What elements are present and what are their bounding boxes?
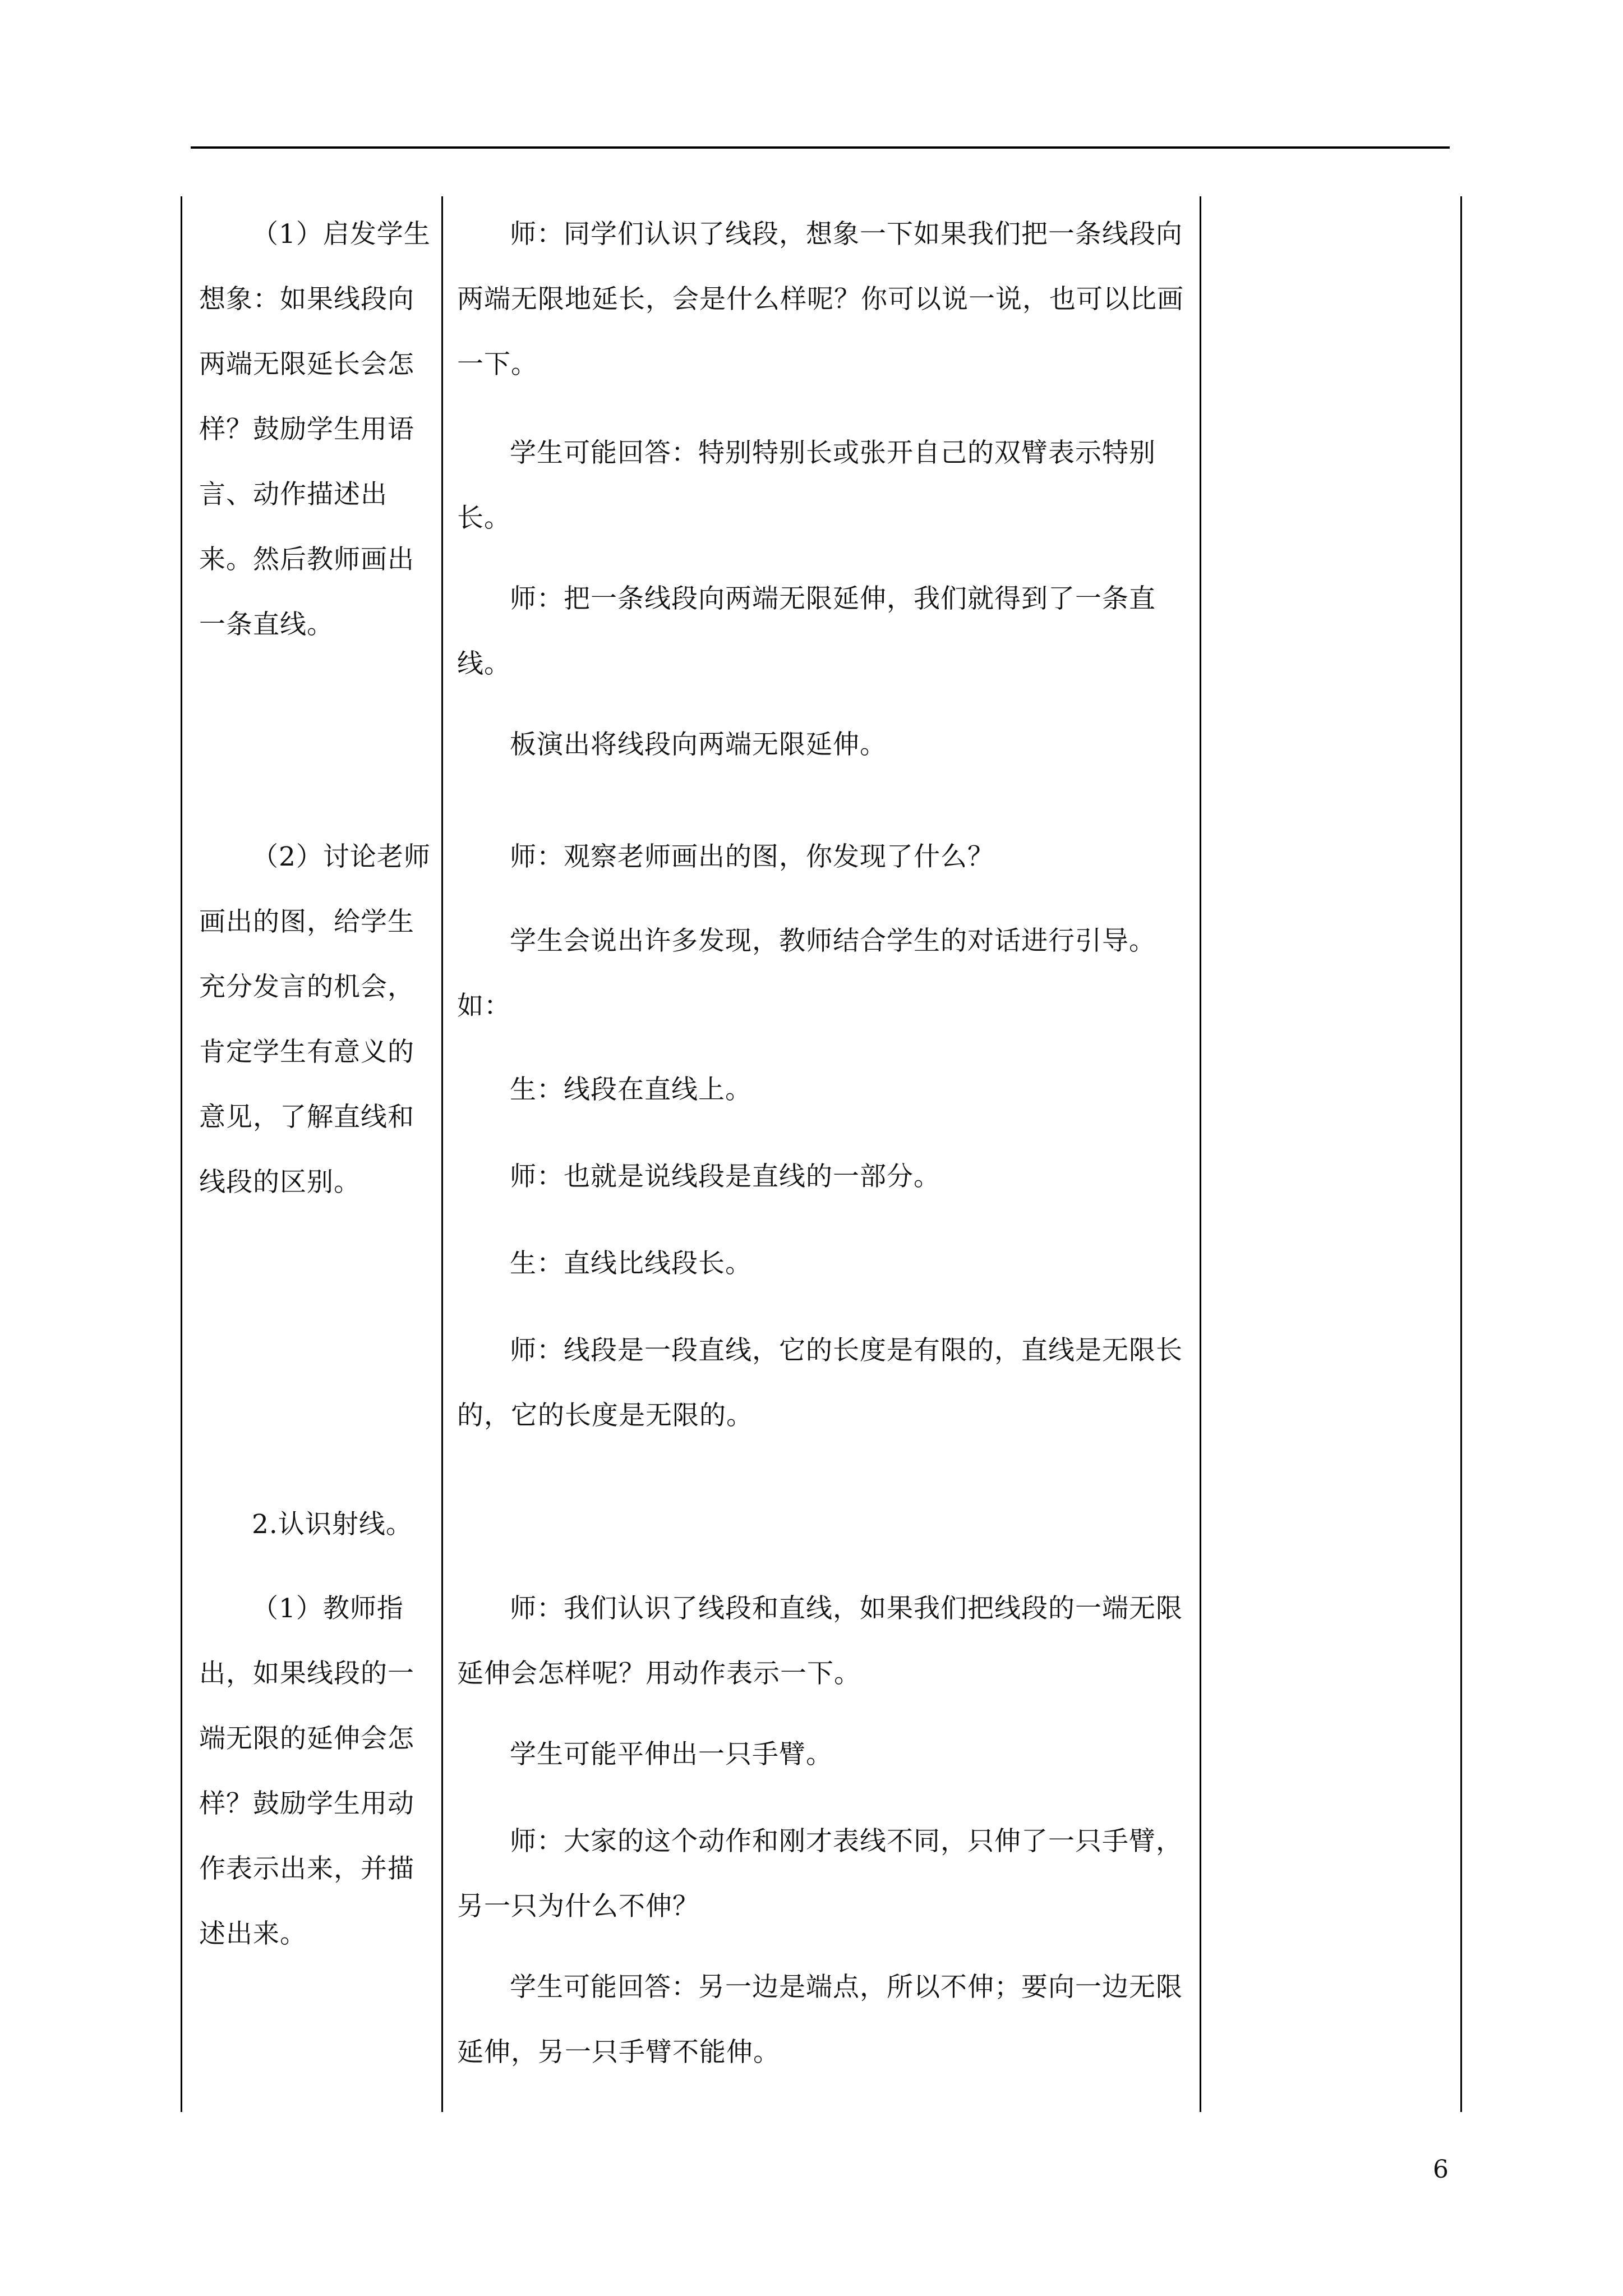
intent-paragraph: （2）讨论老师画出的图，给学生充分发言的机会，肯定学生有意义的意见，了解直线和线段的区别。 [199,841,431,1198]
section-heading: 2.认识射线。 [252,1509,413,1540]
dialogue-paragraph: 师：我们认识了线段和直线，如果我们把线段的一端无限延伸会怎样呢？用动作表示一下。 [457,1593,1183,1689]
table-border-right [1460,196,1462,2112]
dialogue-paragraph: 师：大家的这个动作和刚才表线不同，只伸了一只手臂，另一只为什么不伸？ [457,1826,1183,1922]
table-border-left [181,196,182,2112]
table-divider-1 [441,196,443,2112]
dialogue-paragraph: 学生可能回答：特别特别长或张开自己的双臂表示特别长。 [457,438,1156,533]
dialogue-paragraph: 板演出将线段向两端无限延伸。 [510,729,887,760]
dialogue-paragraph: 师：同学们认识了线段，想象一下如果我们把一条线段向两端无限地延长，会是什么样呢？你可以说一说，也可以比画一下。 [457,219,1184,380]
dialogue-paragraph: 生：直线比线段长。 [510,1248,752,1279]
page-number: 6 [1433,2155,1449,2184]
dialogue-paragraph: 师：线段是一段直线，它的长度是有限的，直线是无限长的，它的长度是无限的。 [457,1335,1183,1431]
header-rule [191,146,1450,149]
intent-paragraph: （1）教师指出，如果线段的一端无限的延伸会怎样？鼓励学生用动作表示出来，并描述出来。 [199,1593,414,1949]
dialogue-paragraph: 师：也就是说线段是直线的一部分。 [510,1161,940,1192]
dialogue-paragraph: 学生可能回答：另一边是端点，所以不伸；要向一边无限延伸，另一只手臂不能伸。 [457,1972,1183,2068]
dialogue-paragraph: 学生会说出许多发现，教师结合学生的对话进行引导。如： [457,926,1156,1022]
dialogue-paragraph: 师：把一条线段向两端无限延伸，我们就得到了一条直线。 [457,583,1156,679]
intent-paragraph: （1）启发学生想象：如果线段向两端无限延长会怎样？鼓励学生用语言、动作描述出来。然后教师画出一条直线。 [199,219,431,640]
dialogue-paragraph: 师：观察老师画出的图，你发现了什么？ [510,841,994,872]
dialogue-paragraph: 生：线段在直线上。 [510,1074,752,1105]
dialogue-paragraph: 学生可能平伸出一只手臂。 [510,1739,833,1770]
table-divider-2 [1200,196,1201,2112]
